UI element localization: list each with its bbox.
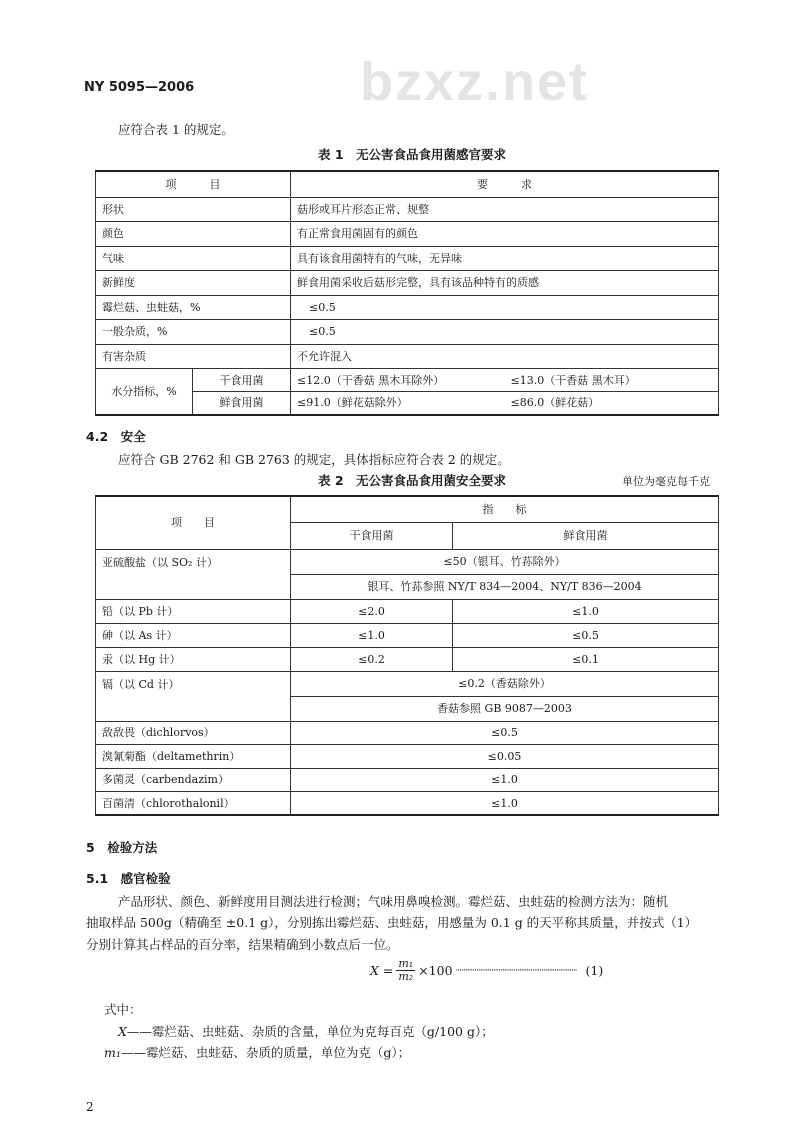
definition-m1 [104, 1043, 410, 1061]
table1-item: 新鲜度 [96, 271, 291, 296]
paragraph-line: 分别计算其占样品的百分率，结果精确到小数点后一位。 [86, 937, 399, 952]
table1-title: 表 1 无公害食品食用菌感官要求 [318, 147, 507, 162]
section-5-heading: 5 检验方法 [86, 840, 158, 855]
table1-req: ≤0.5 [291, 295, 719, 320]
table2-value: ≤0.05 [291, 745, 719, 769]
formula-numerator: m₁ [398, 957, 414, 970]
table2-title: 表 2 无公害食品食用菌安全要求 [318, 473, 507, 488]
formula-rhs: ×100 [418, 963, 453, 979]
definition-x [118, 1022, 494, 1040]
table1-item: 一般杂质，% [96, 320, 291, 345]
table2-value: 银耳、竹荪参照 NY/T 834—2004、NY/T 836—2004 [291, 574, 719, 599]
definition-text: ——霉烂菇、虫蛀菇、杂质的含量，单位为克每百克（g/100 g）； [126, 1024, 494, 1039]
table2-header-index: 指 标 [291, 496, 719, 522]
formula-leader-dots: ································································· [455, 965, 577, 976]
table2-dry-value: ≤0.2 [291, 647, 453, 671]
table1-req: 具有该食用菌特有的气味，无异味 [291, 246, 719, 271]
table2-item: 溴氰菊酯（deltamethrin） [96, 745, 291, 769]
table1-item: 形状 [96, 197, 291, 222]
table1-moisture-dry-b: ≤13.0（干香菇 黑木耳） [505, 369, 719, 392]
table1-moisture-fresh-a: ≤91.0（鲜花菇除外） [291, 392, 505, 415]
table1-item: 颜色 [96, 222, 291, 247]
formula-number: (1) [585, 963, 604, 979]
table1-req: 鲜食用菌采收后菇形完整，具有该品种特有的质感 [291, 271, 719, 296]
intro-text: 应符合表 1 的规定。 [118, 122, 234, 137]
section-4-2-text: 应符合 GB 2762 和 GB 2763 的规定，具体指标应符合表 2 的规定。 [118, 452, 510, 467]
table2-value: ≤0.5 [291, 721, 719, 745]
definition-text: ——霉烂菇、虫蛀菇、杂质的质量，单位为克（g）； [120, 1045, 411, 1060]
table1-item: 气味 [96, 246, 291, 271]
formula-fraction [396, 958, 415, 983]
table1-req: 不允许混入 [291, 344, 719, 369]
table1-req: 菇形或耳片形态正常、规整 [291, 197, 719, 222]
section-5-1-heading: 5.1 感官检验 [86, 871, 171, 886]
document-id: NY 5095—2006 [84, 80, 195, 95]
definition-symbol: X [118, 1024, 127, 1039]
where-label: 式中： [104, 1002, 142, 1017]
watermark: bzxz.net [360, 52, 590, 112]
table2-fresh-value: ≤1.0 [453, 599, 719, 623]
table1-req: 有正常食用菌固有的颜色 [291, 222, 719, 247]
section-4-2-heading: 4.2 安全 [86, 429, 146, 444]
table1-moisture-fresh-b: ≤86.0（鲜花菇） [505, 392, 719, 415]
page-number: 2 [86, 1100, 94, 1114]
table1-moisture-dry-label: 干食用菌 [193, 369, 291, 392]
table1-req: ≤0.5 [291, 320, 719, 345]
paragraph-line: 产品形状、颜色、新鲜度用目测法进行检测；气味用鼻嗅检测。霉烂菇、虫蛀菇的检测方法为：随机 [118, 894, 669, 909]
table1 [95, 170, 719, 416]
table1-header-req: 要 求 [291, 171, 719, 197]
formula-1 [370, 958, 603, 983]
table2-header-fresh: 鲜食用菌 [453, 522, 719, 549]
table1-header-item: 项 目 [96, 171, 291, 197]
formula-denominator: m₂ [398, 970, 414, 984]
table1-moisture-fresh-label: 鲜食用菌 [193, 392, 291, 415]
table2 [95, 495, 719, 816]
table2-item: 铅（以 Pb 计） [96, 599, 291, 623]
table1-item: 霉烂菇、虫蛀菇，% [96, 295, 291, 320]
table2-value: ≤50（银耳、竹荪除外） [291, 549, 719, 574]
table1-item: 有害杂质 [96, 344, 291, 369]
table2-value: ≤0.2（香菇除外） [291, 671, 719, 696]
paragraph-line: 抽取样品 500g（精确至 ±0.1 g），分别拣出霉烂菇、虫蛀菇，用感量为 0.1 g 的天平称其质量，并按式（1） [86, 915, 698, 930]
table2-item: 百菌清（chlorothalonil） [96, 792, 291, 816]
table1-moisture-dry-a: ≤12.0（干香菇 黑木耳除外） [291, 369, 505, 392]
table2-unit: 单位为毫克每千克 [622, 475, 710, 488]
formula-lhs: X = [370, 963, 394, 979]
table2-fresh-value: ≤0.1 [453, 647, 719, 671]
table2-header-item: 项 目 [96, 496, 291, 549]
table2-value: ≤1.0 [291, 768, 719, 792]
table2-item: 敌敌畏（dichlorvos） [96, 721, 291, 745]
table2-value: 香菇参照 GB 9087—2003 [291, 696, 719, 721]
table2-item: 亚硫酸盐（以 SO₂ 计） [96, 549, 291, 599]
table2-dry-value: ≤2.0 [291, 599, 453, 623]
table2-item: 砷（以 As 计） [96, 623, 291, 647]
table2-item: 汞（以 Hg 计） [96, 647, 291, 671]
table1-moisture-item: 水分指标，% [96, 369, 193, 415]
table2-item: 镉（以 Cd 计） [96, 671, 291, 721]
table2-fresh-value: ≤0.5 [453, 623, 719, 647]
table2-value: ≤1.0 [291, 792, 719, 816]
table2-dry-value: ≤1.0 [291, 623, 453, 647]
table2-header-dry: 干食用菌 [291, 522, 453, 549]
definition-symbol: m₁ [104, 1045, 121, 1060]
table2-item: 多菌灵（carbendazim） [96, 768, 291, 792]
